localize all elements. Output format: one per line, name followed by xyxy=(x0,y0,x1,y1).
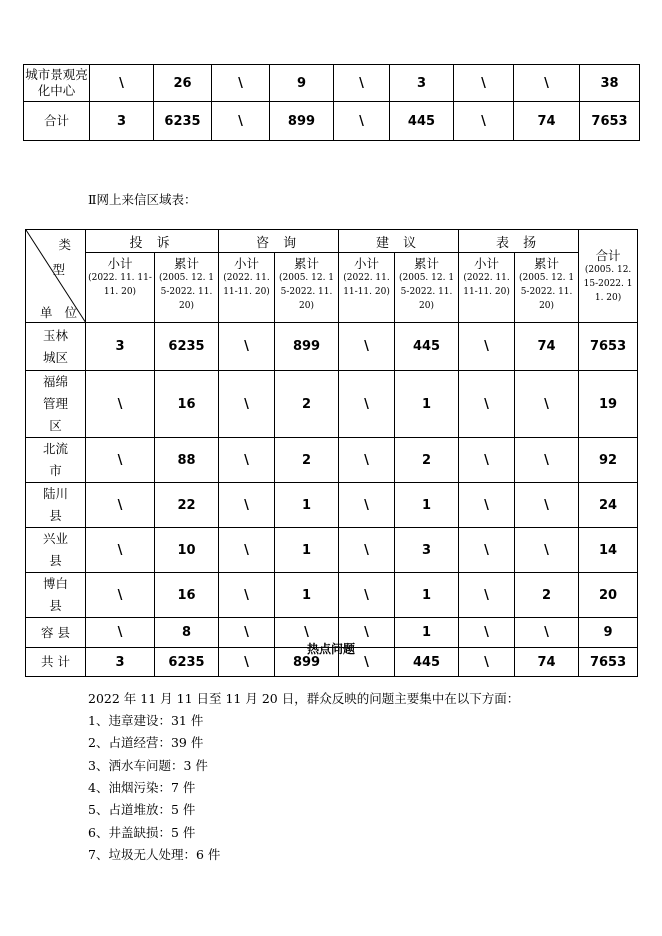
table-cell: \ xyxy=(454,102,514,141)
sub-header-range: (2005. 12. 15-2022. 11. 20) xyxy=(279,273,335,311)
sub-header-range: (2005. 12. 15-2022. 11. 20) xyxy=(519,273,575,311)
section-title: 热点问题 xyxy=(306,642,355,656)
sub-header xyxy=(515,253,579,323)
table-cell: \ xyxy=(86,618,155,648)
issue-item: 2、占道经营：39 件 xyxy=(88,735,204,751)
table-cell: 9 xyxy=(579,618,638,648)
table-cell: 74 xyxy=(515,323,579,371)
table-cell: 445 xyxy=(395,323,459,371)
sub-header-range: (2022. 11. 11-11. 20) xyxy=(223,273,270,297)
table-cell: 6235 xyxy=(154,102,212,141)
table-cell: 16 xyxy=(155,573,219,618)
sub-header xyxy=(86,253,155,323)
table-cell: 899 xyxy=(270,102,334,141)
sub-header xyxy=(155,253,219,323)
table-cell: \ xyxy=(459,618,515,648)
table-cell: 3 xyxy=(395,528,459,573)
table-cell: \ xyxy=(459,371,515,438)
sub-header xyxy=(459,253,515,323)
sub-header-label: 小计 xyxy=(234,256,260,271)
issue-item: 6、井盖缺损：5 件 xyxy=(88,824,196,840)
group-suggestion: 建 议 xyxy=(339,230,459,253)
table-cell: \ xyxy=(515,528,579,573)
sub-header-label: 小计 xyxy=(354,256,380,271)
table-cell: 1 xyxy=(395,573,459,618)
table-cell: \ xyxy=(86,483,155,528)
table-cell: \ xyxy=(339,648,395,677)
sub-header-label: 累计 xyxy=(174,256,200,271)
table-cell: 445 xyxy=(390,102,454,141)
corner-type-label-1: 类 xyxy=(58,237,71,252)
table-cell: 3 xyxy=(390,65,454,102)
table-cell: \ xyxy=(86,438,155,483)
table-cell: \ xyxy=(339,438,395,483)
table-cell: \ xyxy=(515,618,579,648)
region-label: 共 计 xyxy=(26,648,86,677)
table-cell: 1 xyxy=(275,483,339,528)
table-cell: 1 xyxy=(275,573,339,618)
region-label: 北流市 xyxy=(26,438,86,483)
table-cell: 2 xyxy=(275,371,339,438)
group-praise: 表 扬 xyxy=(459,230,579,253)
region-table xyxy=(25,229,638,677)
table-cell: \ xyxy=(515,438,579,483)
table-cell: 19 xyxy=(579,371,638,438)
table-cell: 26 xyxy=(154,65,212,102)
sub-header-range: (2022. 11. 11-11. 20) xyxy=(343,273,390,297)
table-cell: \ xyxy=(459,483,515,528)
table-cell: 1 xyxy=(275,528,339,573)
table-row xyxy=(26,483,638,528)
sub-header-label: 累计 xyxy=(534,256,560,271)
table-cell: \ xyxy=(90,65,154,102)
region-label: 兴业县 xyxy=(26,528,86,573)
table-cell: 899 xyxy=(275,648,339,677)
corner-unit-label: 单 位 xyxy=(40,305,81,320)
total-label: 合计 xyxy=(595,247,621,263)
sub-header-range: (2022. 11. 11-11. 20) xyxy=(88,273,152,297)
table-cell: \ xyxy=(454,65,514,102)
issue-item: 7、垃圾无人处理：6 件 xyxy=(88,846,221,862)
region-label: 福绵管理区 xyxy=(26,371,86,438)
corner-cell xyxy=(26,230,86,323)
issue-item: 4、油烟污染：7 件 xyxy=(88,779,196,795)
table-cell: 1 xyxy=(395,371,459,438)
group-complaint: 投 诉 xyxy=(86,230,219,253)
table-cell: 3 xyxy=(86,323,155,371)
region-label: 容 县 xyxy=(26,618,86,648)
sub-header xyxy=(395,253,459,323)
table-cell: 38 xyxy=(580,65,640,102)
table-cell: \ xyxy=(334,102,390,141)
table-cell: \ xyxy=(515,371,579,438)
table-cell: \ xyxy=(86,371,155,438)
table-cell: \ xyxy=(219,371,275,438)
region-label: 博白县 xyxy=(26,573,86,618)
table-row xyxy=(24,102,640,141)
table-cell: \ xyxy=(219,323,275,371)
table-cell: 7653 xyxy=(580,102,640,141)
table-cell: 74 xyxy=(514,102,580,141)
table-cell: 16 xyxy=(155,371,219,438)
table-cell: \ xyxy=(86,528,155,573)
table-cell: 24 xyxy=(579,483,638,528)
table-cell: 7653 xyxy=(579,323,638,371)
table-row xyxy=(26,371,638,438)
region-label: 陆川县 xyxy=(26,483,86,528)
table-cell: \ xyxy=(334,65,390,102)
sub-header-label: 累计 xyxy=(294,256,320,271)
sub-header-label: 小计 xyxy=(474,256,500,271)
table-cell: 2 xyxy=(275,438,339,483)
sub-header xyxy=(275,253,339,323)
table-cell: \ xyxy=(339,573,395,618)
table-caption: Ⅱ网上来信区域表： xyxy=(88,192,197,207)
table-cell: 74 xyxy=(515,648,579,677)
table-cell: \ xyxy=(339,483,395,528)
table-cell: \ xyxy=(219,483,275,528)
table-cell: \ xyxy=(219,528,275,573)
summary-table-top xyxy=(23,64,640,141)
table-cell: \ xyxy=(219,618,275,648)
table-cell: \ xyxy=(459,648,515,677)
issue-item: 3、洒水车问题：3 件 xyxy=(88,757,208,773)
issue-item: 1、违章建设：31 件 xyxy=(88,713,204,728)
table-cell: \ xyxy=(339,618,395,648)
table-cell: 1 xyxy=(395,618,459,648)
table-cell: 7653 xyxy=(579,648,638,677)
sub-header xyxy=(219,253,275,323)
region-label: 玉林城区 xyxy=(26,323,86,371)
sub-header-label: 累计 xyxy=(414,256,440,271)
issue-item: 5、占道堆放：5 件 xyxy=(88,802,196,818)
table-cell: \ xyxy=(219,648,275,677)
sub-header-range: (2005. 12. 15-2022. 11. 20) xyxy=(399,273,455,311)
table-cell: \ xyxy=(212,65,270,102)
table-cell: \ xyxy=(339,323,395,371)
table-cell: \ xyxy=(219,438,275,483)
table-row xyxy=(26,573,638,618)
total-range: (2005. 12. 15-2022. 11. 20) xyxy=(583,264,633,303)
table-cell: 445 xyxy=(395,648,459,677)
table-row xyxy=(26,528,638,573)
table-cell: 10 xyxy=(155,528,219,573)
table-cell: \ xyxy=(219,573,275,618)
sub-header-label: 小计 xyxy=(107,256,133,271)
table-cell: 9 xyxy=(270,65,334,102)
table-cell: 2 xyxy=(395,438,459,483)
table-cell: \ xyxy=(515,483,579,528)
table-cell: 22 xyxy=(155,483,219,528)
table-cell: 2 xyxy=(515,573,579,618)
sub-header-range: (2022. 11. 11-11. 20) xyxy=(463,273,510,297)
table-cell: 6235 xyxy=(155,323,219,371)
table-cell: 14 xyxy=(579,528,638,573)
table-cell: \ xyxy=(459,323,515,371)
table-row xyxy=(24,65,640,102)
table-cell: 1 xyxy=(395,483,459,528)
table-cell: \ xyxy=(275,618,339,648)
table-cell: 899 xyxy=(275,323,339,371)
table-cell: 20 xyxy=(579,573,638,618)
table-row xyxy=(26,323,638,371)
table-row xyxy=(26,438,638,483)
table-cell: 8 xyxy=(155,618,219,648)
corner-type-label-2: 型 xyxy=(52,262,65,277)
table-cell: 88 xyxy=(155,438,219,483)
table-cell: \ xyxy=(514,65,580,102)
sub-header-range: (2005. 12. 15-2022. 11. 20) xyxy=(158,273,215,311)
sub-header xyxy=(339,253,395,323)
table-cell: 6235 xyxy=(155,648,219,677)
total-header xyxy=(579,230,638,323)
table-cell: \ xyxy=(459,528,515,573)
row-label: 合计 xyxy=(24,102,90,141)
table-cell: \ xyxy=(459,438,515,483)
table-cell: \ xyxy=(339,528,395,573)
intro-paragraph: 2022 年 11 月 11 日至 11 月 20 日，群众反映的问题主要集中在以下方面： xyxy=(88,691,520,706)
table-cell: 92 xyxy=(579,438,638,483)
group-consult: 咨 询 xyxy=(219,230,339,253)
table-cell: \ xyxy=(339,371,395,438)
table-cell: 3 xyxy=(90,102,154,141)
table-cell: \ xyxy=(459,573,515,618)
table-cell: \ xyxy=(86,573,155,618)
row-label: 城市景观亮化中心 xyxy=(24,65,90,102)
table-cell: 3 xyxy=(86,648,155,677)
table-cell: \ xyxy=(212,102,270,141)
